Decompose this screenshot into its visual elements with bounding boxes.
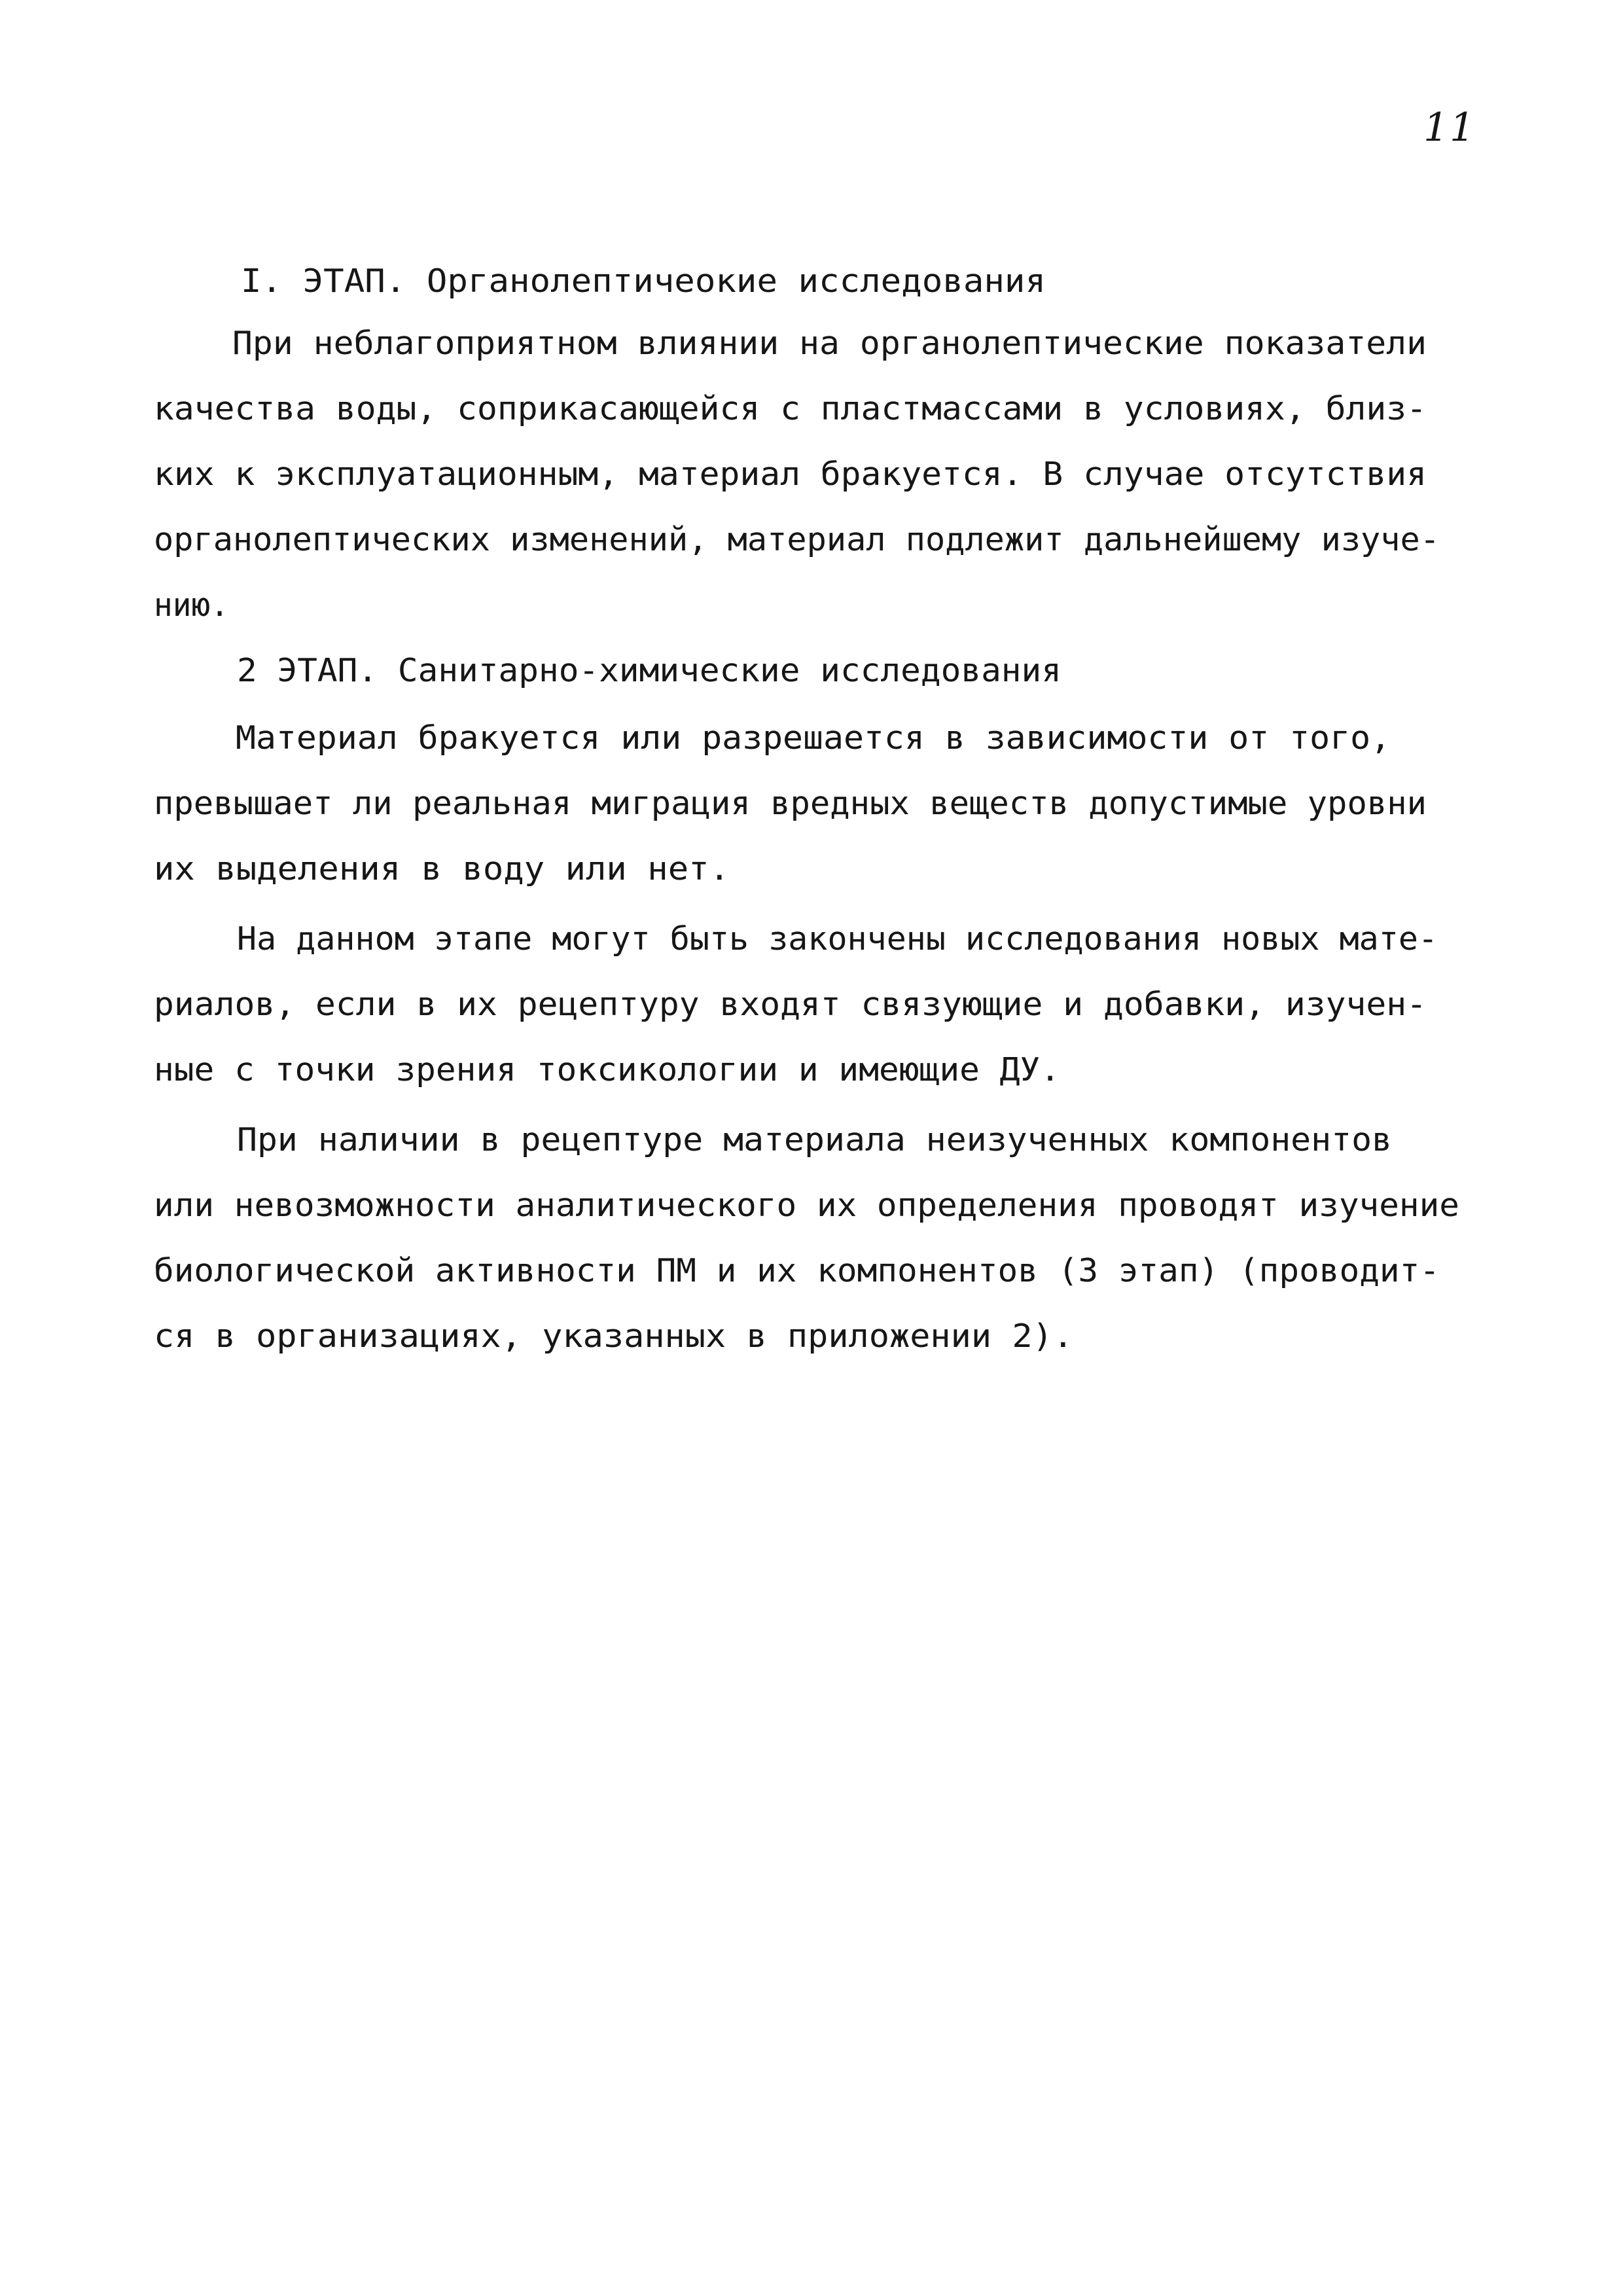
section-heading: 2 ЭТАП. Санитарно-химические исследования xyxy=(237,652,1061,689)
paragraph-line: качества воды, соприкасающейся с пластмассами в условиях, близ- xyxy=(154,390,1427,427)
paragraph-line: ся в организациях, указанных в приложении 2). xyxy=(154,1318,1073,1355)
paragraph-line: нию. xyxy=(154,586,229,624)
paragraph-line: риалов, если в их рецептуру входят связующие и добавки, изучен- xyxy=(154,986,1427,1023)
paragraph-line: органолептических изменений, материал подлежит дальнейшему изуче- xyxy=(154,521,1440,558)
paragraph-line: биологической активности ПМ и их компонентов (3 этап) (проводит- xyxy=(154,1252,1440,1289)
paragraph-line: их выделения в воду или нет. xyxy=(154,850,730,888)
paragraph-line: ные с точки зрения токсикологии и имеющие ДУ. xyxy=(154,1051,1060,1088)
paragraph-line: Материал бракуется или разрешается в зависимости от того, xyxy=(236,719,1391,757)
section-heading: I. ЭТАП. Органолептичеокие исследования xyxy=(241,262,1046,300)
paragraph-line: ких к эксплуатационным, материал бракуется. В случае отсутствия xyxy=(154,456,1427,493)
paragraph-line: На данном этапе могут быть закончены исследования новых мате- xyxy=(237,920,1438,958)
paragraph-line: превышает ли реальная миграция вредных веществ допустимые уровни xyxy=(154,785,1427,822)
paragraph-line: При наличии в рецептуре материала неизученных компонентов xyxy=(237,1121,1392,1158)
paragraph-line: При неблагоприятном влиянии на органолептические показатели xyxy=(232,325,1427,362)
paragraph-line: или невозможности аналитического их определения проводят изучение xyxy=(154,1187,1459,1224)
page-number: 11 xyxy=(1423,105,1476,151)
